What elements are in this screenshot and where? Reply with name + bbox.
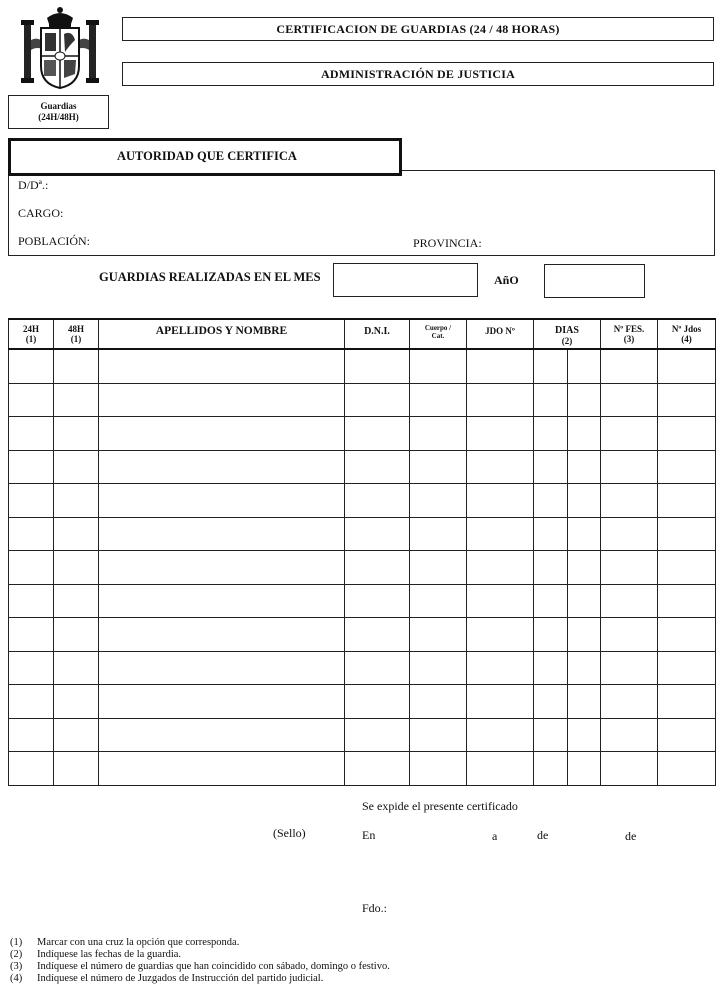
table-cell[interactable] [54, 484, 99, 518]
table-cell[interactable] [658, 618, 716, 652]
table-cell[interactable] [410, 618, 467, 652]
table-cell[interactable] [99, 685, 345, 719]
table-cell[interactable] [99, 651, 345, 685]
table-cell[interactable] [345, 383, 410, 417]
table-cell[interactable] [601, 450, 658, 484]
footnotes [10, 937, 710, 985]
table-cell[interactable] [601, 651, 658, 685]
table-cell[interactable] [99, 584, 345, 618]
authority-title-box [8, 138, 402, 176]
table-cell[interactable] [658, 685, 716, 719]
table-cell[interactable] [467, 551, 534, 585]
table-cell[interactable] [601, 584, 658, 618]
table-cell[interactable] [658, 450, 716, 484]
table-cell[interactable] [568, 685, 601, 719]
table-cell[interactable] [345, 551, 410, 585]
table-cell[interactable] [534, 349, 568, 383]
table-cell[interactable] [601, 484, 658, 518]
table-cell[interactable] [658, 651, 716, 685]
col-dni-label: D.N.I. [364, 326, 390, 337]
de-label-1: de [537, 828, 549, 842]
table-cell[interactable] [99, 349, 345, 383]
table-cell[interactable] [568, 618, 601, 652]
table-cell[interactable] [658, 551, 716, 585]
administration-title: ADMINISTRACIÓN DE JUSTICIA [122, 62, 714, 86]
coat-of-arms-logo [17, 6, 103, 92]
footnote-2-num: (2) [10, 949, 23, 960]
table-cell[interactable] [467, 618, 534, 652]
table-cell[interactable] [410, 752, 467, 786]
col-24h-header [9, 319, 54, 349]
table-cell[interactable] [534, 752, 568, 786]
table-cell[interactable] [601, 551, 658, 585]
table-cell[interactable] [658, 417, 716, 451]
table-cell[interactable] [54, 417, 99, 451]
table-cell[interactable] [534, 383, 568, 417]
table-cell[interactable] [568, 551, 601, 585]
col-dni-header [345, 319, 410, 349]
table-cell[interactable] [410, 349, 467, 383]
table-cell[interactable] [345, 484, 410, 518]
table-cell[interactable] [568, 484, 601, 518]
table-cell[interactable] [9, 417, 54, 451]
table-cell[interactable] [9, 718, 54, 752]
table-cell[interactable] [54, 718, 99, 752]
col-cat-label: Cat. [431, 332, 445, 340]
col-fes-label: Nº FES. [613, 324, 645, 334]
table-row [9, 517, 716, 551]
table-cell[interactable] [9, 651, 54, 685]
a-label: a [492, 829, 498, 843]
expide-text: Se expide el presente certificado [362, 799, 518, 813]
name-label: D/Dª.: [18, 178, 49, 192]
footnote-4-text: Indíquese el número de Juzgados de Instrucción del partido judicial. [37, 973, 324, 984]
table-cell[interactable] [345, 417, 410, 451]
table-cell[interactable] [568, 417, 601, 451]
col-name-header [99, 319, 345, 349]
table-cell[interactable] [601, 417, 658, 451]
cargo-label: CARGO: [18, 206, 64, 220]
table-cell[interactable] [9, 349, 54, 383]
table-cell[interactable] [534, 651, 568, 685]
table-row [9, 651, 716, 685]
table-cell[interactable] [568, 584, 601, 618]
table-cell[interactable] [345, 618, 410, 652]
table-cell[interactable] [9, 618, 54, 652]
table-cell[interactable] [345, 752, 410, 786]
col-name-label: APELLIDOS Y NOMBRE [155, 325, 288, 337]
col-dias-header [534, 319, 601, 349]
table-cell[interactable] [601, 685, 658, 719]
table-cell[interactable] [601, 349, 658, 383]
table-cell[interactable] [9, 752, 54, 786]
table-row [9, 383, 716, 417]
col-dias-label: DIAS [555, 325, 579, 336]
year-field[interactable] [544, 264, 645, 298]
table-cell[interactable] [568, 651, 601, 685]
authority-frame [8, 170, 715, 256]
col-48h-note: (1) [70, 334, 82, 344]
table-cell[interactable] [568, 517, 601, 551]
table-cell[interactable] [54, 584, 99, 618]
table-row [9, 718, 716, 752]
col-cuerpo-label: Cuerpo / [424, 324, 452, 332]
table-cell[interactable] [568, 718, 601, 752]
table-cell[interactable] [345, 718, 410, 752]
month-label: GUARDIAS REALIZADAS EN EL MES [99, 270, 321, 284]
table-cell[interactable] [99, 517, 345, 551]
table-cell[interactable] [467, 685, 534, 719]
table-cell[interactable] [601, 517, 658, 551]
table-cell[interactable] [345, 584, 410, 618]
table-cell[interactable] [54, 752, 99, 786]
table-cell[interactable] [658, 383, 716, 417]
table-cell[interactable] [9, 517, 54, 551]
table-row [9, 618, 716, 652]
footnote-1 [10, 937, 710, 949]
table-cell[interactable] [568, 450, 601, 484]
table-cell[interactable] [534, 417, 568, 451]
footnote-4-num: (4) [10, 973, 23, 984]
col-48h-header [54, 319, 99, 349]
table-cell[interactable] [467, 450, 534, 484]
table-cell[interactable] [54, 618, 99, 652]
month-field[interactable] [333, 263, 478, 297]
col-dias-note: (2) [561, 336, 573, 346]
table-cell[interactable] [658, 718, 716, 752]
table-cell[interactable] [601, 752, 658, 786]
poblacion-label: POBLACIÓN: [18, 234, 91, 248]
col-jdos-header [658, 319, 716, 349]
table-cell[interactable] [54, 450, 99, 484]
table-cell[interactable] [345, 685, 410, 719]
table-cell[interactable] [534, 551, 568, 585]
footnote-2 [10, 949, 710, 961]
table-cell[interactable] [99, 484, 345, 518]
table-cell[interactable] [601, 618, 658, 652]
de-label-2: de [625, 829, 637, 843]
guardias-tag-line2: (24H/48H) [38, 112, 79, 122]
table-cell[interactable] [9, 484, 54, 518]
table-cell[interactable] [99, 718, 345, 752]
col-jdo-header [467, 319, 534, 349]
table-cell[interactable] [534, 618, 568, 652]
table-cell[interactable] [410, 417, 467, 451]
col-fes-header [601, 319, 658, 349]
year-label: AñO [494, 273, 519, 287]
col-jdos-label: Nº Jdos [671, 324, 702, 334]
guardias-tag [8, 95, 109, 129]
table-row [9, 551, 716, 585]
table-header-row [9, 319, 716, 349]
table-cell[interactable] [568, 752, 601, 786]
table-cell[interactable] [410, 718, 467, 752]
table-cell[interactable] [534, 484, 568, 518]
table-cell[interactable] [410, 584, 467, 618]
table-cell[interactable] [467, 383, 534, 417]
table-cell[interactable] [601, 383, 658, 417]
col-fes-note: (3) [623, 334, 635, 344]
table-cell[interactable] [410, 551, 467, 585]
table-cell[interactable] [54, 349, 99, 383]
table-cell[interactable] [410, 450, 467, 484]
table-row [9, 450, 716, 484]
table-cell[interactable] [54, 551, 99, 585]
table-row [9, 417, 716, 451]
table-cell[interactable] [658, 484, 716, 518]
guardias-table [8, 318, 716, 786]
table-cell[interactable] [99, 450, 345, 484]
authority-title: AUTORIDAD QUE CERTIFICA [117, 149, 297, 163]
table-cell[interactable] [9, 551, 54, 585]
table-cell[interactable] [345, 651, 410, 685]
sello-label: (Sello) [273, 826, 306, 840]
table-cell[interactable] [658, 517, 716, 551]
table-body [9, 349, 716, 785]
table-cell[interactable] [345, 450, 410, 484]
table-cell[interactable] [658, 584, 716, 618]
form-title: CERTIFICACION DE GUARDIAS (24 / 48 HORAS) [122, 17, 714, 41]
table-cell[interactable] [9, 450, 54, 484]
table-cell[interactable] [534, 584, 568, 618]
table-cell[interactable] [410, 685, 467, 719]
table-cell[interactable] [410, 517, 467, 551]
table-cell[interactable] [54, 651, 99, 685]
table-cell[interactable] [467, 584, 534, 618]
table-cell[interactable] [467, 349, 534, 383]
table-cell[interactable] [54, 517, 99, 551]
footnote-4 [10, 973, 710, 985]
col-jdos-note: (4) [681, 334, 692, 344]
table-cell[interactable] [658, 349, 716, 383]
table-cell[interactable] [345, 517, 410, 551]
table-cell[interactable] [9, 584, 54, 618]
table-cell[interactable] [99, 383, 345, 417]
footnote-3 [10, 961, 710, 973]
table-cell[interactable] [658, 752, 716, 786]
table-cell[interactable] [99, 551, 345, 585]
guardias-tag-line1: Guardias [40, 101, 77, 111]
provincia-label: PROVINCIA: [413, 236, 482, 250]
table-cell[interactable] [345, 349, 410, 383]
table-row [9, 484, 716, 518]
footnote-2-text: Indíquese las fechas de la guardia. [37, 949, 182, 960]
table-cell[interactable] [410, 383, 467, 417]
fdo-label: Fdo.: [362, 901, 388, 915]
table-row [9, 349, 716, 383]
table-cell[interactable] [467, 651, 534, 685]
footnote-1-text: Marcar con una cruz la opción que corresponda. [37, 937, 240, 948]
table-cell[interactable] [534, 718, 568, 752]
table-cell[interactable] [467, 417, 534, 451]
table-cell[interactable] [467, 517, 534, 551]
table-cell[interactable] [54, 383, 99, 417]
table-cell[interactable] [568, 383, 601, 417]
table-row [9, 584, 716, 618]
table-cell[interactable] [467, 484, 534, 518]
table-cell[interactable] [467, 718, 534, 752]
table-cell[interactable] [568, 349, 601, 383]
table-cell[interactable] [9, 383, 54, 417]
table-cell[interactable] [99, 417, 345, 451]
col-48h-label: 48H [67, 324, 84, 334]
table-cell[interactable] [99, 752, 345, 786]
footnote-3-text: Indíquese el número de guardias que han coincidido con sábado, domingo o festivo. [37, 961, 390, 972]
table-cell[interactable] [9, 685, 54, 719]
col-24h-note: (1) [25, 334, 37, 344]
table-cell[interactable] [410, 651, 467, 685]
col-cuerpo-header [410, 319, 467, 349]
col-24h-label: 24H [22, 324, 39, 334]
table-cell[interactable] [54, 685, 99, 719]
table-row [9, 752, 716, 786]
table-cell[interactable] [99, 618, 345, 652]
table-cell[interactable] [534, 517, 568, 551]
footnote-3-num: (3) [10, 961, 23, 972]
col-jdo-label: JDO Nº [485, 326, 515, 336]
footnote-1-num: (1) [10, 937, 23, 948]
table-cell[interactable] [467, 752, 534, 786]
table-cell[interactable] [601, 718, 658, 752]
table-cell[interactable] [410, 484, 467, 518]
table-row [9, 685, 716, 719]
en-label: En [362, 828, 376, 842]
table-cell[interactable] [534, 685, 568, 719]
table-cell[interactable] [534, 450, 568, 484]
